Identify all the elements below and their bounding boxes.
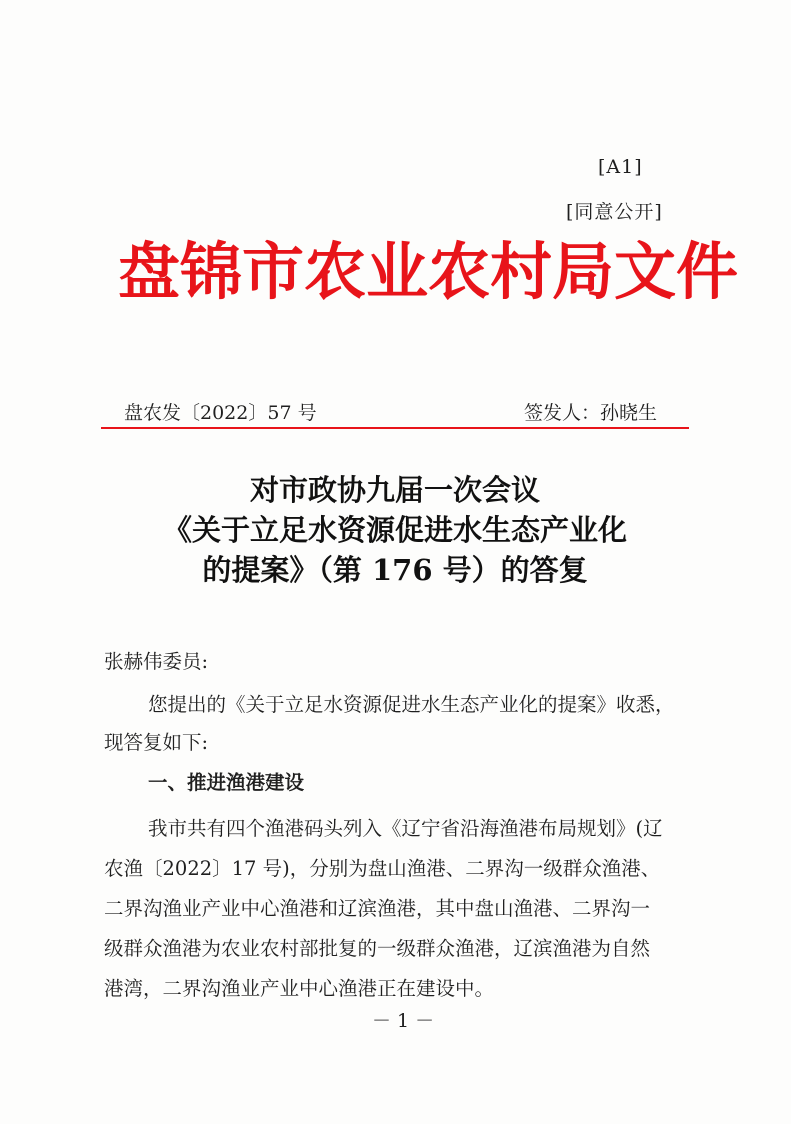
title-line-3: 的提案》（第 176 号）的答复 xyxy=(202,553,588,587)
paragraph-2-line-2: 农渔〔2022〕17 号)，分别为盘山渔港、二界沟一级群众渔港、 xyxy=(104,857,661,880)
title-line-1: 对市政协九届一次会议 xyxy=(249,473,540,507)
salutation: 张赫伟委员: xyxy=(104,650,209,673)
tag-a1: [A1] xyxy=(598,156,643,178)
disclosure-tag: [同意公开] xyxy=(566,201,663,223)
paragraph-2-line-3: 二界沟渔业产业中心渔港和辽滨渔港，其中盘山渔港、二界沟一 xyxy=(104,897,651,920)
paragraph-2-line-5: 港湾，二界沟渔业产业中心渔港正在建设中。 xyxy=(104,977,495,1000)
page-number: － 1 － xyxy=(372,1010,435,1032)
document-title xyxy=(100,470,690,590)
paragraph-2-line-1: 我市共有四个渔港码头列入《辽宁省沿海渔港布局规划》(辽 xyxy=(148,817,663,840)
title-line-2: 《关于立足水资源促进水生态产业化 xyxy=(162,513,627,547)
red-divider-line xyxy=(101,427,689,429)
document-number: 盘农发〔2022〕57 号 xyxy=(124,402,317,424)
signer: 签发人：孙晓生 xyxy=(524,402,658,424)
paragraph-2-line-4: 级群众渔港为农业农村部批复的一级群众渔港，辽滨渔港为自然 xyxy=(104,937,651,960)
paragraph-1-line-2: 现答复如下: xyxy=(104,731,209,754)
section-heading-1: 一、推进渔港建设 xyxy=(148,771,305,794)
paragraph-1-line-1: 您提出的《关于立足水资源促进水生态产业化的提案》收悉， xyxy=(148,693,675,716)
issuer-header: 盘锦市农业农村局文件 xyxy=(118,235,739,308)
